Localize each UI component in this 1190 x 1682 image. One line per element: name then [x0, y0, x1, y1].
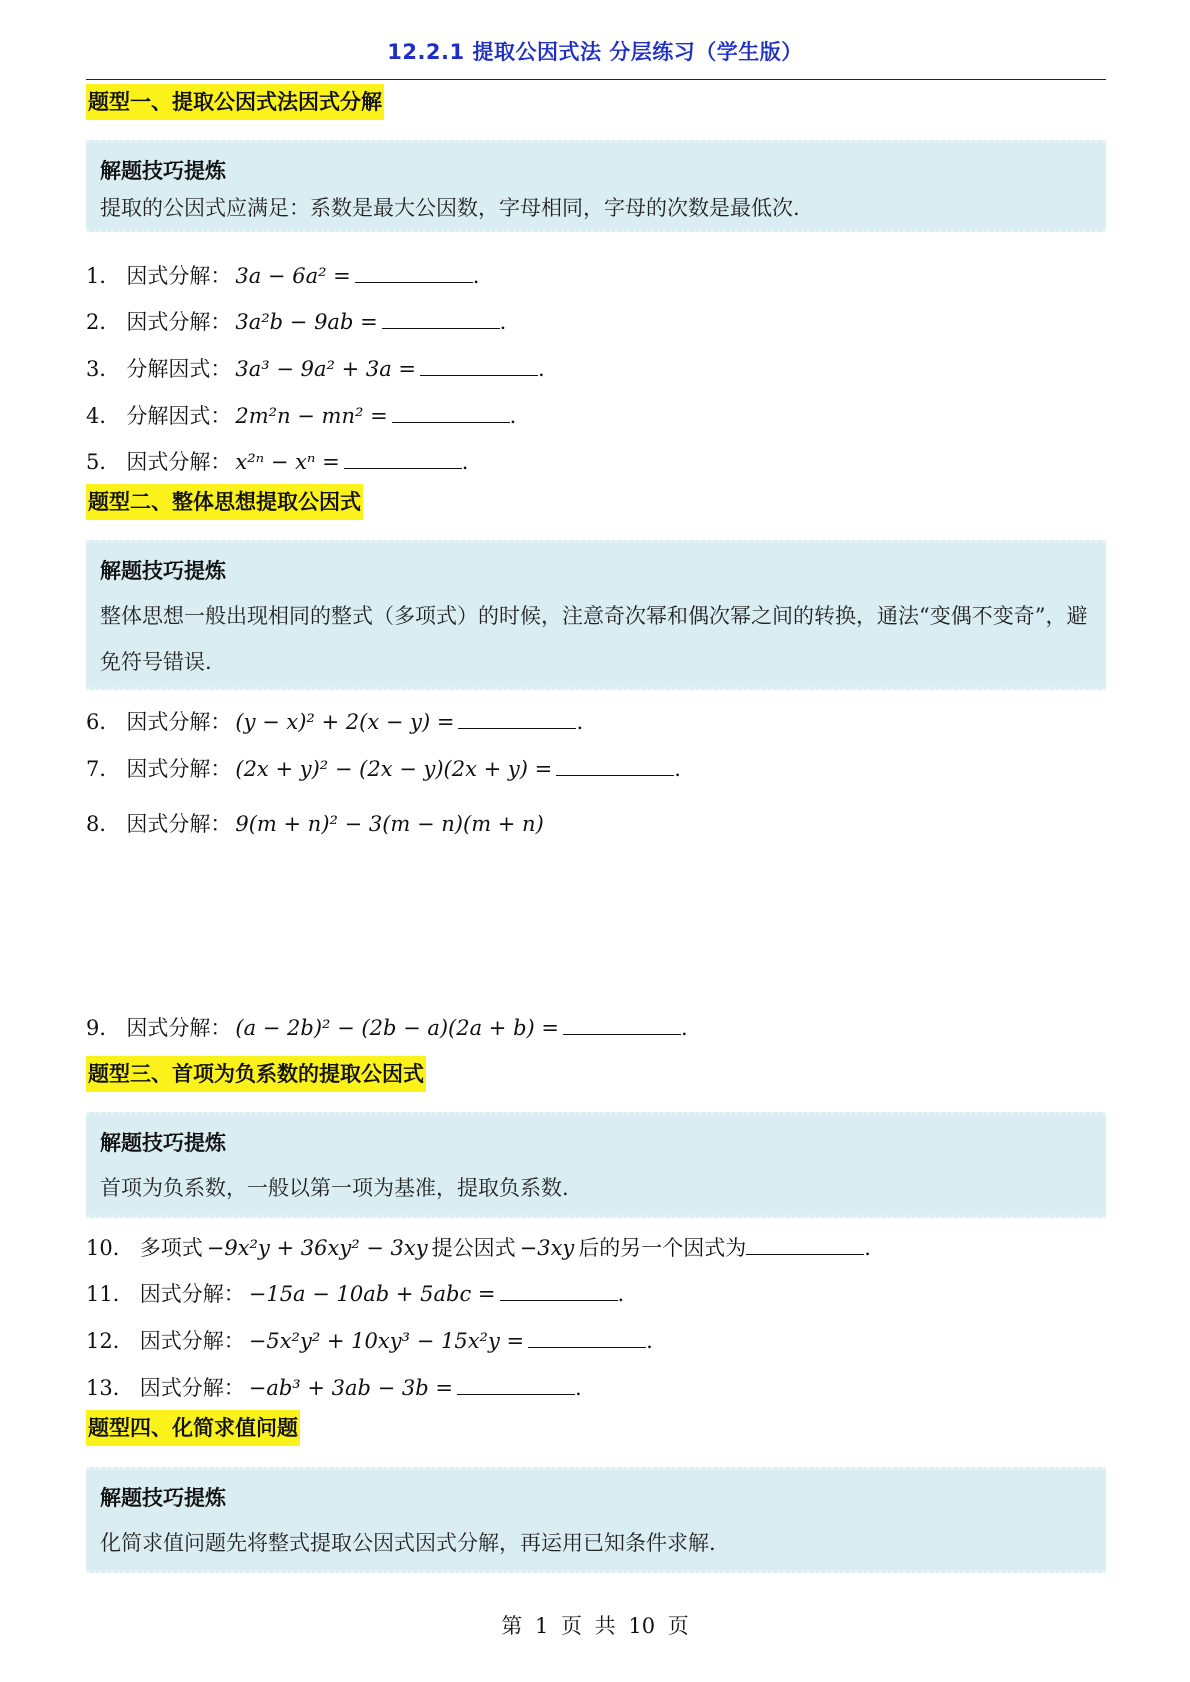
question-prefix: 因式分解：: [126, 310, 232, 334]
section-heading-3: 题型三、首项为负系数的提取公因式: [86, 1056, 426, 1092]
math-expression: 9(m + n)² − 3(m − n)(m + n): [235, 812, 544, 836]
page-title: 12.2.1 提取公因式法 分层练习（学生版）: [387, 40, 803, 64]
question-end: .: [461, 450, 469, 474]
answer-blank[interactable]: [528, 1325, 646, 1348]
question-13: [86, 1372, 582, 1403]
tip-title: 解题技巧提炼: [100, 159, 226, 183]
section-heading-2: 题型二、整体思想提取公因式: [86, 484, 363, 520]
question-prefix: 因式分解：: [126, 812, 232, 836]
question-number: 11．: [86, 1282, 134, 1306]
question-prefix: 因式分解：: [126, 1016, 232, 1040]
answer-blank[interactable]: [458, 706, 576, 729]
page-footer: 第 1 页 共 10 页: [501, 1614, 689, 1638]
tip-box-2: [86, 540, 1106, 690]
question-end: .: [646, 1329, 653, 1353]
tip-title: 解题技巧提炼: [100, 1486, 226, 1510]
question-end: .: [575, 1376, 582, 1400]
math-expression: −9x²y + 36xy² − 3xy: [206, 1236, 428, 1260]
question-12: [86, 1325, 653, 1356]
answer-blank[interactable]: [420, 353, 538, 376]
question-10: [86, 1232, 871, 1263]
answer-blank[interactable]: [563, 1012, 681, 1035]
question-end: .: [864, 1236, 871, 1260]
title-divider: [86, 79, 1106, 80]
math-expression: 2m²n − mn² =: [235, 404, 388, 428]
question-number: 9．: [86, 1016, 121, 1040]
question-4: [86, 400, 516, 431]
tip-title: 解题技巧提炼: [100, 559, 226, 583]
question-mid: 提公因式: [431, 1236, 516, 1260]
question-prefix: 因式分解：: [126, 264, 232, 288]
question-number: 6．: [86, 710, 121, 734]
question-number: 12．: [86, 1329, 134, 1353]
question-prefix: 因式分解：: [139, 1329, 245, 1353]
math-expression: (a − 2b)² − (2b − a)(2a + b) =: [235, 1016, 559, 1040]
answer-blank[interactable]: [382, 306, 500, 329]
question-end: .: [680, 1016, 688, 1040]
math-expression: 3a²b − 9ab =: [235, 310, 378, 334]
question-number: 7．: [86, 757, 121, 781]
question-prefix: 分解因式：: [126, 404, 232, 428]
question-number: 4．: [86, 404, 121, 428]
answer-blank[interactable]: [344, 446, 462, 469]
tip-text: 提取的公因式应满足：系数是最大公因数，字母相同，字母的次数是最低次.: [100, 196, 800, 220]
question-5: [86, 446, 468, 477]
tip-text: 首项为负系数，一般以第一项为基准，提取负系数.: [100, 1176, 569, 1200]
question-11: [86, 1278, 624, 1309]
tip-title: 解题技巧提炼: [100, 1131, 226, 1155]
math-expression: 3a³ − 9a² + 3a =: [235, 357, 417, 381]
tip-text: 化简求值问题先将整式提取公因式因式分解，再运用已知条件求解.: [100, 1531, 716, 1555]
question-number: 1．: [86, 264, 121, 288]
tip-box-1: [86, 140, 1106, 232]
question-end: .: [617, 1282, 625, 1306]
math-expression: −15a − 10ab + 5abc =: [248, 1282, 496, 1306]
section-heading-4: 题型四、化简求值问题: [86, 1410, 300, 1446]
question-number: 10．: [86, 1236, 134, 1260]
question-2: [86, 306, 506, 337]
question-prefix: 因式分解：: [126, 757, 232, 781]
math-expression: 3a − 6a² =: [235, 264, 351, 288]
question-7: [86, 753, 681, 784]
question-8: [86, 809, 548, 839]
math-expression: (y − x)² + 2(x − y) =: [235, 710, 455, 734]
question-end: .: [499, 310, 507, 334]
tip-box-3: [86, 1112, 1106, 1218]
question-prefix: 因式分解：: [126, 450, 232, 474]
question-prefix: 因式分解：: [126, 710, 232, 734]
question-6: [86, 706, 583, 737]
section-heading-1: 题型一、提取公因式法因式分解: [86, 84, 384, 120]
question-3: [86, 353, 545, 384]
question-1: [86, 260, 479, 291]
question-number: 13．: [86, 1376, 134, 1400]
question-9: [86, 1012, 688, 1043]
answer-blank[interactable]: [392, 400, 510, 423]
answer-blank[interactable]: [746, 1232, 864, 1255]
question-prefix: 分解因式：: [126, 357, 232, 381]
answer-blank[interactable]: [556, 753, 674, 776]
tip-text: 整体思想一般出现相同的整式（多项式）的时候，注意奇次幂和偶次幂之间的转换，通法“变偶不变奇”，避免符号错误.: [100, 604, 1088, 674]
question-number: 2．: [86, 310, 121, 334]
math-expression: x²ⁿ − xⁿ =: [235, 450, 340, 474]
question-prefix: 多项式: [139, 1236, 203, 1260]
question-number: 8．: [86, 812, 121, 836]
question-end: .: [538, 357, 545, 381]
math-expression-2: −3xy: [519, 1236, 575, 1260]
question-suffix: 后的另一个因式为: [578, 1236, 747, 1260]
question-end: .: [509, 404, 517, 428]
tip-box-4: [86, 1467, 1106, 1573]
question-end: .: [472, 264, 480, 288]
math-expression: −ab³ + 3ab − 3b =: [248, 1376, 454, 1400]
question-prefix: 因式分解：: [139, 1282, 245, 1306]
answer-blank[interactable]: [457, 1372, 575, 1395]
answer-blank[interactable]: [355, 260, 473, 283]
question-prefix: 因式分解：: [139, 1376, 245, 1400]
math-expression: (2x + y)² − (2x − y)(2x + y) =: [235, 757, 553, 781]
question-end: .: [576, 710, 584, 734]
math-expression: −5x²y² + 10xy³ − 15x²y =: [248, 1329, 525, 1353]
answer-blank[interactable]: [500, 1278, 618, 1301]
question-number: 3．: [86, 357, 121, 381]
question-end: .: [674, 757, 681, 781]
question-number: 5．: [86, 450, 121, 474]
